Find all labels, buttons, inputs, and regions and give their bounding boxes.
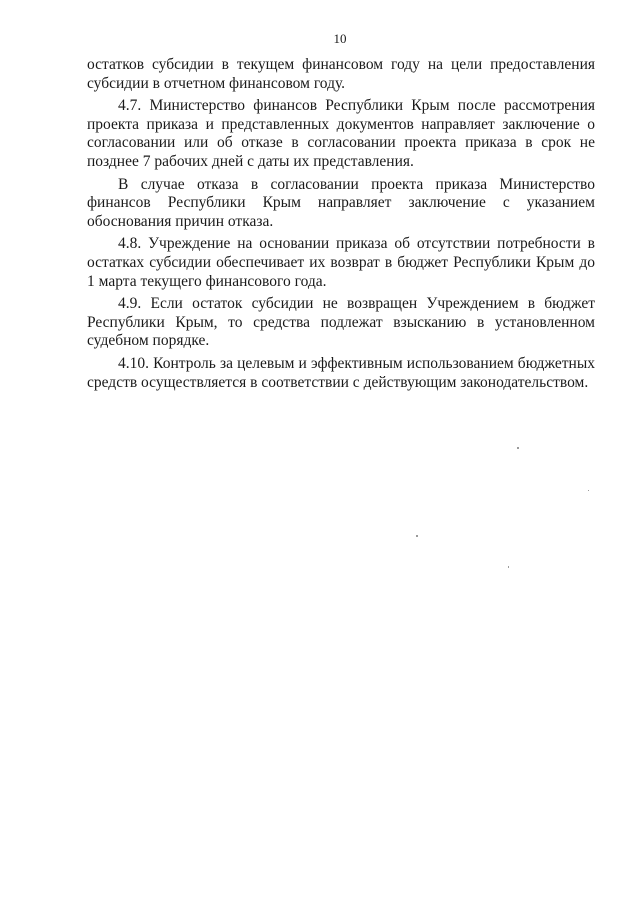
document-body bbox=[87, 56, 595, 396]
paragraph-continuation: остатков субсидии в текущем финансовом году на цели предоставления субсидии в отчетном финансовом году. bbox=[87, 56, 595, 92]
scan-speck bbox=[508, 566, 509, 568]
scan-speck bbox=[517, 447, 519, 449]
paragraph-4-10: 4.10. Контроль за целевым и эффективным использованием бюджетных средств осуществляется в соответствии с действующим законодательством. bbox=[87, 354, 595, 391]
paragraph-4-8: 4.8. Учреждение на основании приказа об отсутствии потребности в остатках субсидии обеспечивает их возврат в бюджет Республики Крым до 1 марта текущего финансового года. bbox=[87, 235, 595, 290]
paragraph-4-7: 4.7. Министерство финансов Республики Крым после рассмотрения проекта приказа и представленных документов направляет заключение о согласовании или об отказе в согласовании проекта приказа в срок не позднее 7 рабочих дней с даты их представления. bbox=[87, 97, 595, 170]
scan-speck bbox=[588, 490, 589, 491]
scan-speck bbox=[416, 535, 418, 537]
paragraph-refusal: В случае отказа в согласовании проекта приказа Министерство финансов Республики Крым направляет заключение с указанием обоснования причин отказа. bbox=[87, 175, 595, 230]
page-number: 10 bbox=[333, 31, 347, 46]
paragraph-4-9: 4.9. Если остаток субсидии не возвращен Учреждением в бюджет Республики Крым, то средства подлежат взысканию в установленном судебном порядке. bbox=[87, 295, 595, 350]
